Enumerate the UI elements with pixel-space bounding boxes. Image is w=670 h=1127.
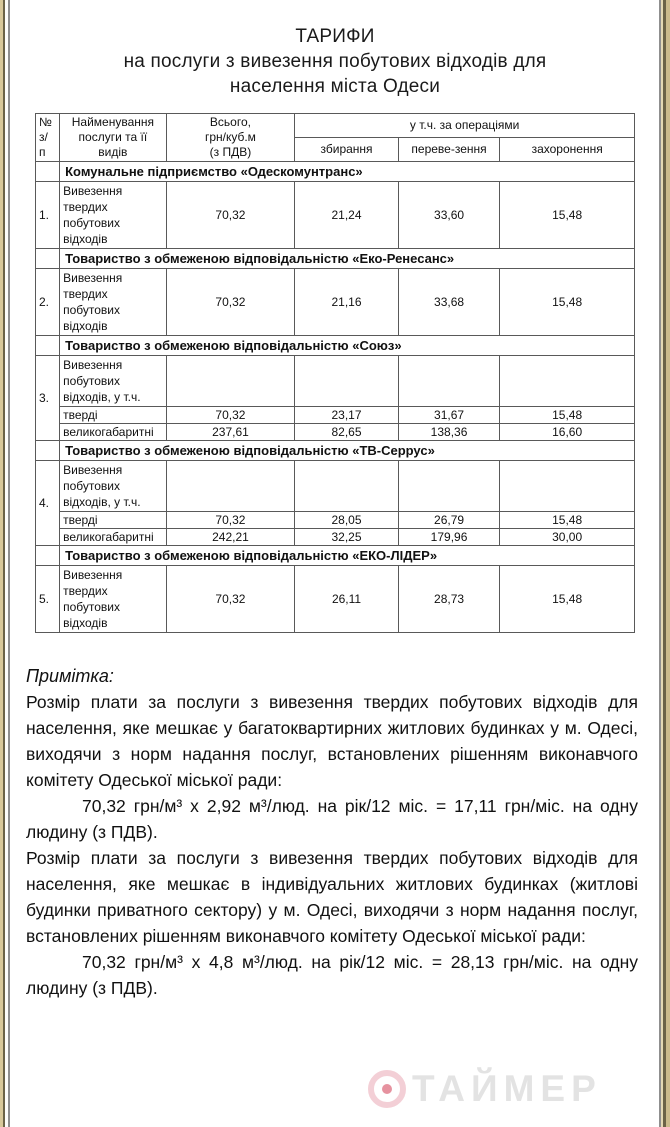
watermark-text: ТАЙМЕР — [412, 1068, 602, 1109]
service-name-line: побутових — [63, 374, 121, 388]
subrow-label: тверді — [60, 407, 167, 424]
header-operations-group: у т.ч. за операціями — [295, 114, 635, 138]
value-transport: 31,67 — [398, 407, 500, 424]
note-paragraph-2: Розмір плати за послуги з вивезення твердих побутових відходів для населення, яке мешкає в індивідуальних житлових будинках (житлові будинки приватного сектору) у м. Одесі, виходячи з норм надання послуг, встановлених рішенням виконавчого комітету Одеської міської ради: — [26, 848, 638, 946]
table-row — [36, 461, 635, 512]
note-label: Примітка: — [26, 666, 114, 686]
title-line-2: на послуги з вивезення побутових відходів для — [123, 51, 547, 72]
service-name-line: Вивезення — [63, 271, 123, 285]
header-service-name — [60, 114, 167, 162]
document-page — [14, 0, 656, 1127]
company-header-row — [36, 162, 635, 182]
value-collect: 21,24 — [295, 182, 399, 249]
header-service-line-1: Найменування — [71, 115, 154, 129]
header-total-line-2: грн/куб.м — [204, 130, 256, 144]
company-row-spacer — [36, 546, 60, 566]
value-burial-empty — [500, 461, 635, 512]
value-transport: 26,79 — [398, 512, 500, 529]
value-burial: 15,48 — [500, 566, 635, 633]
service-name — [60, 356, 167, 407]
row-index: 3. — [36, 356, 60, 441]
row-index: 5. — [36, 566, 60, 633]
header-op-collect: збирання — [295, 138, 399, 162]
service-name-line: твердих — [63, 287, 108, 301]
company-name: Комунальне підприємство «Одескомунтранс» — [60, 162, 635, 182]
note-formula-1: 70,32 грн/м³ х 2,92 м³/люд. на рік/12 міс. = 17,11 грн/міс. на одну людину (з ПДВ). — [26, 796, 638, 842]
value-collect: 28,05 — [295, 512, 399, 529]
value-burial: 15,48 — [500, 269, 635, 336]
row-index: 2. — [36, 269, 60, 336]
value-collect: 82,65 — [295, 424, 399, 441]
value-total: 237,61 — [166, 424, 295, 441]
service-name-line: побутових — [63, 216, 121, 230]
table-row — [36, 566, 635, 633]
company-header-row — [36, 546, 635, 566]
value-collect: 21,16 — [295, 269, 399, 336]
header-number-line-1: № — [39, 115, 52, 129]
value-total: 70,32 — [166, 566, 295, 633]
table-row — [36, 269, 635, 336]
title-line-1: ТАРИФИ — [295, 26, 375, 47]
service-name-line: Вивезення — [63, 358, 123, 372]
header-total — [166, 114, 295, 162]
table-header-row-1 — [36, 114, 635, 138]
company-name: Товариство з обмеженою відповідальністю «ТВ-Серрус» — [60, 441, 635, 461]
value-collect-empty — [295, 461, 399, 512]
tariff-table — [35, 113, 635, 633]
company-header-row — [36, 441, 635, 461]
subrow-label: тверді — [60, 512, 167, 529]
value-transport: 179,96 — [398, 529, 500, 546]
note-formula-2: 70,32 грн/м³ х 4,8 м³/люд. на рік/12 міс. = 28,13 грн/міс. на одну людину (з ПДВ). — [26, 952, 638, 998]
service-name-line: побутових — [63, 600, 121, 614]
page-border-left — [0, 0, 14, 1127]
value-collect: 32,25 — [295, 529, 399, 546]
value-total: 70,32 — [166, 512, 295, 529]
title-line-3: населення міста Одеси — [229, 76, 441, 97]
value-total: 70,32 — [166, 182, 295, 249]
value-collect: 23,17 — [295, 407, 399, 424]
service-name-line: побутових — [63, 479, 121, 493]
value-total: 70,32 — [166, 269, 295, 336]
value-collect: 26,11 — [295, 566, 399, 633]
service-name-line: відходів, у т.ч. — [63, 495, 141, 509]
service-name — [60, 566, 167, 633]
table-row — [36, 356, 635, 407]
header-service-line-2: послуги та її — [78, 130, 148, 144]
header-total-line-1: Всього, — [209, 115, 251, 129]
service-name — [60, 461, 167, 512]
page-border-right — [656, 0, 670, 1127]
header-op-burial: захоронення — [500, 138, 635, 162]
note-paragraph-1: Розмір плати за послуги з вивезення твердих побутових відходів для населення, яке мешкає у багатоквартирних житлових будинках у м. Одесі, виходячи з норм надання послуг, встановлених рішенням виконавчого комітету Одеської міської ради: — [26, 692, 638, 790]
service-name-line: відходів — [63, 232, 108, 246]
table-row — [36, 182, 635, 249]
service-name-line: твердих — [63, 200, 108, 214]
company-row-spacer — [36, 441, 60, 461]
service-name-line: відходів — [63, 319, 108, 333]
company-row-spacer — [36, 249, 60, 269]
company-header-row — [36, 336, 635, 356]
subrow-label: великогабаритні — [60, 424, 167, 441]
company-header-row — [36, 249, 635, 269]
value-transport: 33,68 — [398, 269, 500, 336]
table-subrow — [36, 424, 635, 441]
header-service-line-3: видів — [98, 145, 128, 159]
value-burial: 15,48 — [500, 182, 635, 249]
value-transport: 28,73 — [398, 566, 500, 633]
value-burial: 15,48 — [500, 512, 635, 529]
service-name-line: Вивезення — [63, 463, 123, 477]
service-name-line: відходів, у т.ч. — [63, 390, 141, 404]
header-number-line-3: п — [39, 145, 46, 159]
note-block — [26, 663, 638, 1001]
header-total-line-3: (з ПДВ) — [209, 145, 252, 159]
header-number-line-2: з/ — [39, 130, 48, 144]
company-name: Товариство з обмеженою відповідальністю «Союз» — [60, 336, 635, 356]
row-index: 4. — [36, 461, 60, 546]
company-name: Товариство з обмеженою відповідальністю «ЕКО-ЛІДЕР» — [60, 546, 635, 566]
value-transport-empty — [398, 461, 500, 512]
subrow-label: великогабаритні — [60, 529, 167, 546]
header-op-transport: переве-зення — [398, 138, 500, 162]
table-subrow — [36, 407, 635, 424]
table-subrow — [36, 512, 635, 529]
value-transport-empty — [398, 356, 500, 407]
company-name: Товариство з обмеженою відповідальністю «Еко-Ренесанс» — [60, 249, 635, 269]
value-transport: 33,60 — [398, 182, 500, 249]
company-row-spacer — [36, 162, 60, 182]
company-row-spacer — [36, 336, 60, 356]
value-collect-empty — [295, 356, 399, 407]
row-index: 1. — [36, 182, 60, 249]
value-burial: 30,00 — [500, 529, 635, 546]
service-name-line: Вивезення — [63, 184, 123, 198]
service-name-line: відходів — [63, 616, 108, 630]
service-name-line: Вивезення — [63, 568, 123, 582]
service-name — [60, 182, 167, 249]
table-body — [36, 162, 635, 633]
value-burial: 15,48 — [500, 407, 635, 424]
value-total: 70,32 — [166, 407, 295, 424]
header-number — [36, 114, 60, 162]
service-name-line: побутових — [63, 303, 121, 317]
value-total-empty — [166, 356, 295, 407]
value-burial-empty — [500, 356, 635, 407]
page-title — [14, 0, 656, 99]
value-total: 242,21 — [166, 529, 295, 546]
table-subrow — [36, 529, 635, 546]
value-burial: 16,60 — [500, 424, 635, 441]
service-name-line: твердих — [63, 584, 108, 598]
value-total-empty — [166, 461, 295, 512]
value-transport: 138,36 — [398, 424, 500, 441]
service-name — [60, 269, 167, 336]
